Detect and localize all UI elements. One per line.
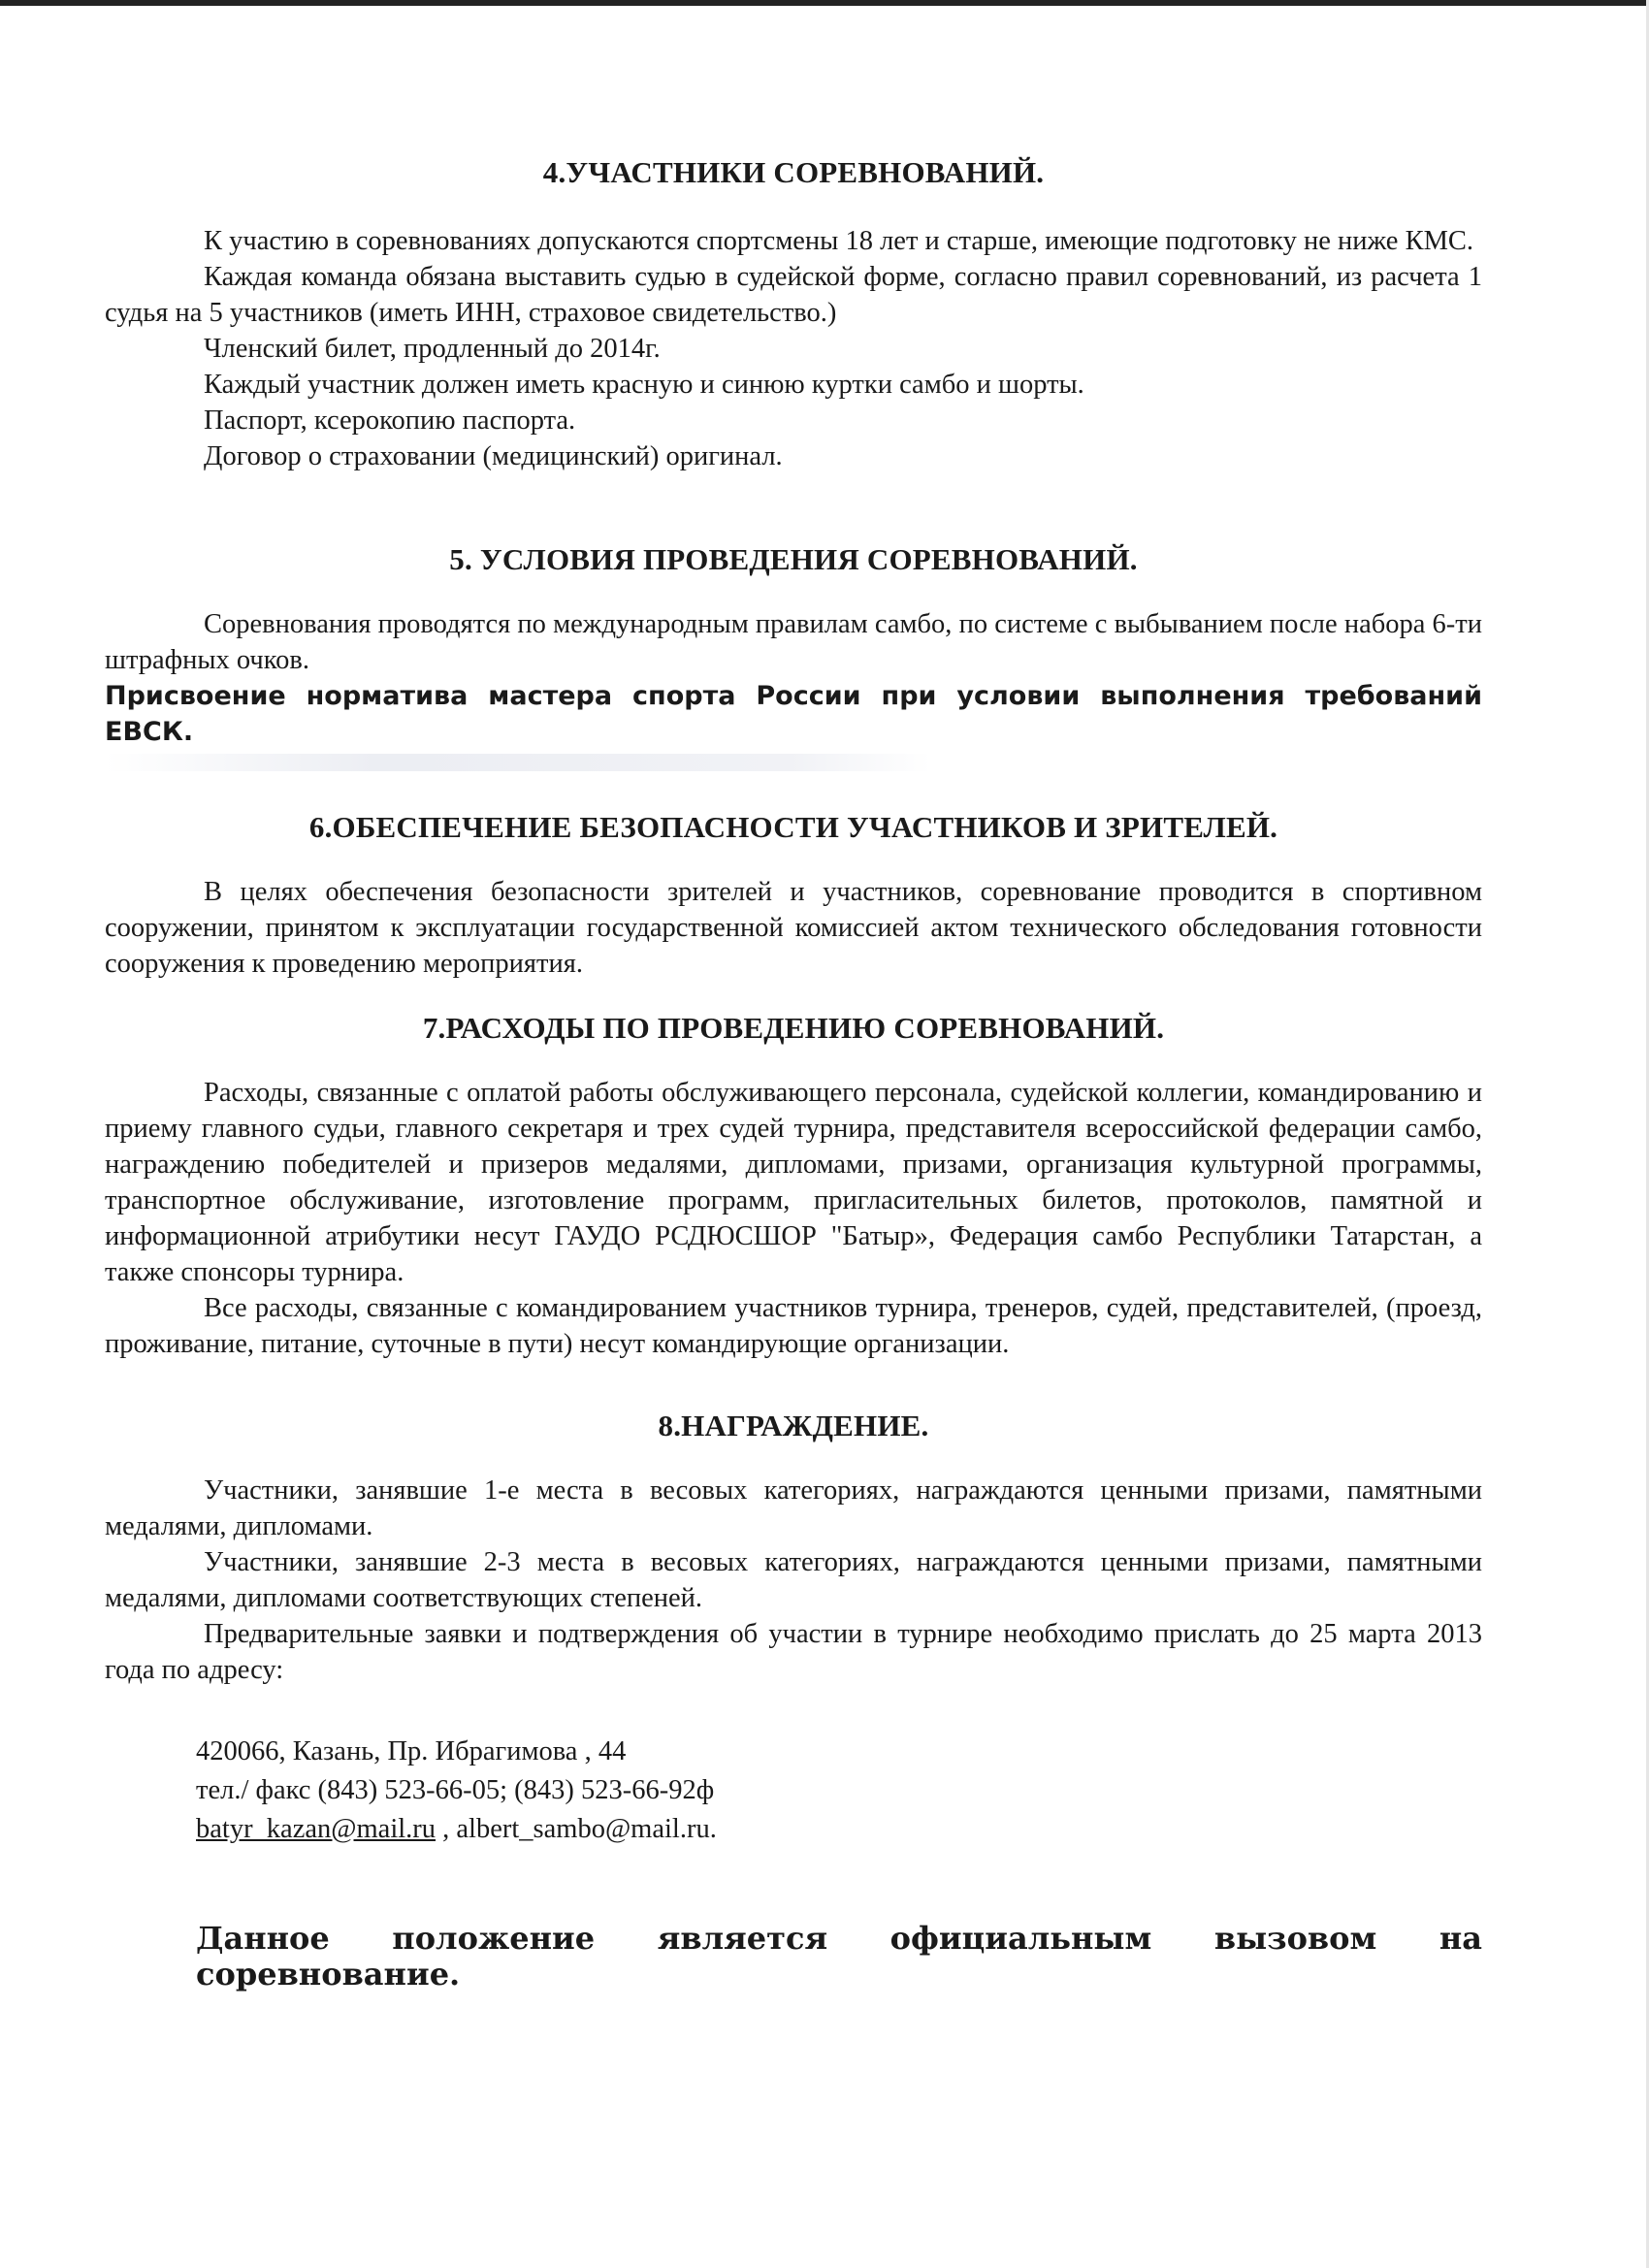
email-albert: albert_sambo@mail.ru. xyxy=(456,1814,717,1844)
paragraph: Членский билет, продленный до 2014г. xyxy=(204,334,661,364)
official-statement: Данное положение является официальным вызовом на соревнование. xyxy=(196,1920,1482,1993)
email-line xyxy=(196,1810,1482,1849)
paragraph: Расходы, связанные с оплатой работы обслуживающего персонала, судейской коллегии, командированию и приему главного судьи, главного секретаря и трех судей турнира, представителя всероссийской федерации самбо, награждению победителей и призеров медалями, дипломами, призами, организация культурной программы, транспортное обслуживание, изготовление программ, пригласительных билетов, протоколов, памятной и информационной атрибутики несут ГАУДО РСДЮСШОР "Батыр», Федерация самбо Республики Татарстан, а также спонсоры турнира. xyxy=(105,1078,1482,1287)
section-conditions xyxy=(105,542,1482,771)
scan-smudge xyxy=(105,754,1482,771)
bold-paragraph: Присвоение норматива мастера спорта России при условии выполнения требований ЕВСК. xyxy=(105,681,1482,747)
section-title: 6.ОБЕСПЕЧЕНИЕ БЕЗОПАСНОСТИ УЧАСТНИКОВ И ЗРИТЕЛЕЙ. xyxy=(308,810,1278,844)
paragraph: Все расходы, связанные с командированием участников турнира, тренеров, судей, представителей, (проезд, проживание, питание, суточные в пути) несут командирующие организации. xyxy=(105,1293,1482,1359)
section-title: 8.НАГРАЖДЕНИЕ. xyxy=(658,1409,929,1442)
paragraph: Паспорт, ксерокопию паспорта. xyxy=(204,405,576,436)
phone-fax: тел./ факс (843) 523-66-05; (843) 523-66-92ф xyxy=(196,1775,715,1805)
paragraph: В целях обеспечения безопасности зрителей и участников, соревнование проводится в спортивном сооружении, принятом к эксплуатации государственной комиссией актом технического обследования готовности сооружения к проведению мероприятия. xyxy=(105,877,1482,979)
paragraph: К участию в соревнованиях допускаются спортсмены 18 лет и старше, имеющие подготовку не ниже КМС. xyxy=(204,226,1474,256)
section-title: 4.УЧАСТНИКИ СОРЕВНОВАНИЙ. xyxy=(542,155,1045,189)
paragraph: Соревнования проводятся по международным правилам самбо, по системе с выбыванием после набора 6-ти штрафных очков. xyxy=(105,609,1482,675)
section-expenses xyxy=(105,1011,1482,1362)
section-title: 7.РАСХОДЫ ПО ПРОВЕДЕНИЮ СОРЕВНОВАНИЙ. xyxy=(422,1011,1165,1045)
paragraph: Участники, занявшие 1-е места в весовых категориях, награждаются ценными призами, памятными медалями, дипломами. xyxy=(105,1475,1482,1541)
scan-top-edge xyxy=(0,0,1649,6)
paragraph: Участники, занявшие 2-3 места в весовых категориях, награждаются ценными призами, памятными медалями, дипломами соответствующих степеней. xyxy=(105,1547,1482,1613)
postal-address: 420066, Казань, Пр. Ибрагимова , 44 xyxy=(196,1736,627,1766)
section-awards xyxy=(105,1409,1482,1688)
paragraph: Каждый участник должен иметь красную и синюю куртки самбо и шорты. xyxy=(204,370,1084,400)
contact-block xyxy=(105,1733,1482,1849)
paragraph: Договор о страховании (медицинский) оригинал. xyxy=(204,441,783,471)
email-separator: , xyxy=(436,1814,457,1844)
section-safety xyxy=(105,810,1482,982)
paragraph: Каждая команда обязана выставить судью в судейской форме, согласно правил соревнований, из расчета 1 судья на 5 участников (иметь ИНН, страховое свидетельство.) xyxy=(105,262,1482,328)
section-title: 5. УСЛОВИЯ ПРОВЕДЕНИЯ СОРЕВНОВАНИЙ. xyxy=(449,542,1138,576)
email-link-batyr[interactable]: batyr_kazan@mail.ru xyxy=(196,1814,436,1844)
document-page xyxy=(105,155,1482,1993)
paragraph: Предварительные заявки и подтверждения об участии в турнире необходимо прислать до 25 марта 2013 года по адресу: xyxy=(105,1619,1482,1685)
section-participants xyxy=(105,155,1482,474)
